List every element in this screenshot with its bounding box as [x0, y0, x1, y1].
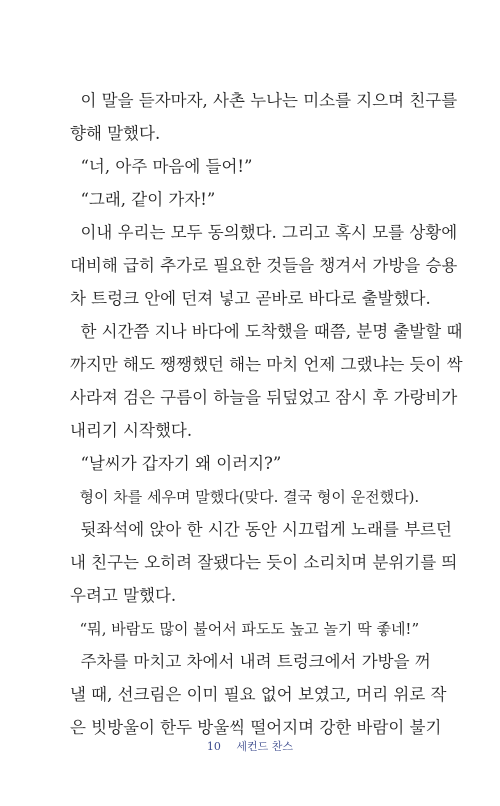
text-line: 한 시간쯤 지나 바다에 도착했을 때쯤, 분명 출발할 때: [70, 322, 463, 341]
text-line: 대비해 급히 추가로 필요한 것들을 챙겨서 가방을 승용: [70, 256, 458, 275]
text-line: “너, 아주 마음에 들어!”: [70, 157, 253, 176]
text-line: 형이 차를 세우며 말했다(맞다. 결국 형이 운전했다).: [70, 488, 420, 506]
text-line: 사라져 검은 구름이 하늘을 뒤덮었고 잠시 후 가랑비가: [70, 388, 458, 407]
text-line: 차 트렁크 안에 던져 넣고 곧바로 바다로 출발했다.: [70, 289, 431, 308]
text-line: “뭐, 바람도 많이 불어서 파도도 높고 놀기 딱 좋네!”: [70, 620, 420, 638]
text-line: 이 말을 듣자마자, 사촌 누나는 미소를 지으며 친구를: [70, 91, 458, 110]
text-line: 향해 말했다.: [70, 124, 161, 143]
text-line: 내리기 시작했다.: [70, 421, 193, 440]
book-title: 세컨드 찬스: [236, 740, 294, 753]
text-line: 낼 때, 선크림은 이미 필요 없어 보였고, 머리 위로 작: [70, 685, 447, 704]
text-line: 뒷좌석에 앉아 한 시간 동안 시끄럽게 노래를 부르던: [70, 520, 452, 539]
text-line: 주차를 마치고 차에서 내려 트렁크에서 가방을 꺼: [70, 652, 431, 671]
text-line: 우려고 말했다.: [70, 586, 177, 605]
text-line: 내 친구는 오히려 잘됐다는 듯이 소리치며 분위기를 띄: [70, 553, 458, 572]
text-line: “날씨가 갑자기 왜 이러지?”: [70, 454, 282, 473]
text-line: 은 빗방울이 한두 방울씩 떨어지며 강한 바람이 불기: [70, 718, 442, 737]
text-line: “그래, 같이 가자!”: [70, 190, 216, 209]
page-number: 10: [206, 740, 221, 753]
text-line: 까지만 해도 쨍쨍했던 해는 마치 언제 그랬냐는 듯이 싹: [70, 355, 463, 374]
text-line: 이내 우리는 모두 동의했다. 그리고 혹시 모를 상황에: [70, 223, 458, 242]
page-footer: [0, 738, 500, 754]
